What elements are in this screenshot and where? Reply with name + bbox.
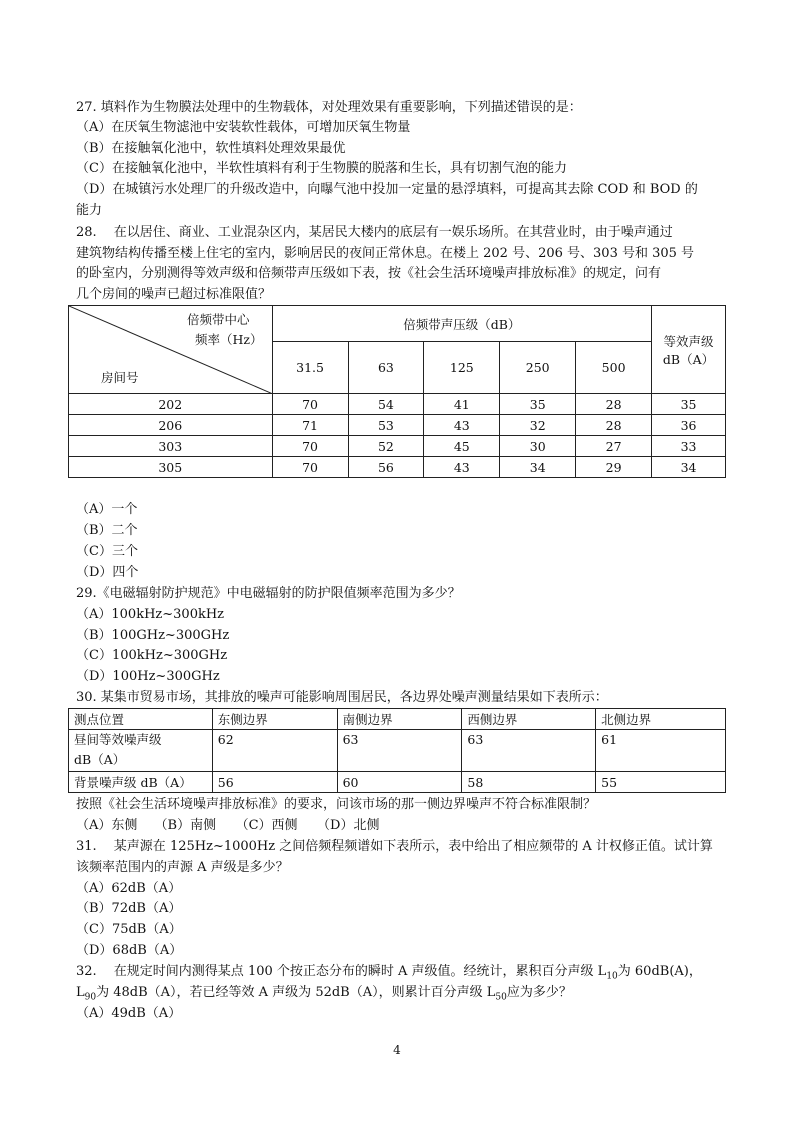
table-row xyxy=(69,394,726,415)
value-cell: 43 xyxy=(424,457,500,478)
q32-line2-l: L xyxy=(76,985,85,1000)
q28-stem-line-1: 28. 在以居住、商业、工业混杂区内，某居民大楼内的底层有一娱乐场所。在其营业时，由于噪声通过 xyxy=(76,225,673,240)
q28-stem-line-2: 建筑物结构传播至楼上住宅的室内，影响居民的夜间正常休息。在楼上 202 号、206 号、303 号和 305 号 xyxy=(76,246,695,261)
q27-stem: 27. 填料作为生物膜法处理中的生物载体，对处理效果有重要影响，下列描述错误的是： xyxy=(76,100,582,115)
room-cell: 206 xyxy=(69,415,273,436)
freq-header: 63 xyxy=(348,342,424,394)
q30-question: 按照《社会生活环境噪声排放标准》的要求，问该市场的那一侧边界噪声不符合标准限制？ xyxy=(76,797,597,812)
q31-stem-line-1: 31. 某声源在 125Hz~1000Hz 之间倍频程频谱如下表所示，表中给出了相应频带的 A 计权修正值。试计算 xyxy=(76,839,713,854)
q29-option-a: （A）100kHz~300kHz xyxy=(76,607,225,622)
value-cell: 53 xyxy=(348,415,424,436)
eq-level-header xyxy=(652,306,726,394)
table-corner-cell xyxy=(69,306,273,394)
eq-cell: 33 xyxy=(652,436,726,457)
q30-boundary-table xyxy=(68,708,726,793)
value-cell: 56 xyxy=(348,457,424,478)
corner-label-room: 房间号 xyxy=(101,370,139,385)
q29-option-c: （C）100kHz~300GHz xyxy=(76,648,228,663)
freq-header: 125 xyxy=(424,342,500,394)
room-cell: 303 xyxy=(69,436,273,457)
header-cell: 南侧边界 xyxy=(337,709,462,730)
eq-cell: 34 xyxy=(652,457,726,478)
q28-option-d: （D）四个 xyxy=(76,565,139,580)
header-cell: 西侧边界 xyxy=(462,709,596,730)
value-cell: 34 xyxy=(500,457,576,478)
q27-option-d: （D）在城镇污水处理厂的升级改造中，向曝气池中投加一定量的悬浮填料，可提高其去除 COD 和 BOD 的 xyxy=(76,182,698,197)
value-cell: 54 xyxy=(348,394,424,415)
q27-option-a: （A）在厌氧生物滤池中安装软性载体，可增加厌氧生物量 xyxy=(76,120,411,135)
q32-line1-text: 32. 在规定时间内测得某点 100 个按正态分布的瞬时 A 声级值。经统计，累积百分声级 L xyxy=(76,964,607,979)
l90-subscript: 90 xyxy=(84,992,97,1003)
eq-level-header-2: dB（A） xyxy=(662,351,715,367)
value-cell: 41 xyxy=(424,394,500,415)
eq-level-header-1: 等效声级 xyxy=(663,333,714,349)
value-cell: 70 xyxy=(272,457,348,478)
q30-options: （A）东侧 （B）南侧 （C）西侧 （D）北侧 xyxy=(76,818,380,833)
q31-option-d: （D）68dB（A） xyxy=(76,943,183,958)
q27-option-c: （C）在接触氧化池中，半软性填料有利于生物膜的脱落和生长，具有切割气泡的能力 xyxy=(76,161,567,176)
q29-option-b: （B）100GHz~300GHz xyxy=(76,628,230,643)
q28-noise-table xyxy=(68,305,726,478)
q29-stem: 29.《电磁辐射防护规范》中电磁辐射的防护限值频率范围为多少？ xyxy=(76,586,461,601)
value-cell: 63 xyxy=(337,730,462,772)
corner-label-frequency-unit: 频率（Hz） xyxy=(195,332,263,347)
row-label-line-1: 昼间等效噪声级 xyxy=(74,732,162,747)
corner-label-frequency: 倍频带中心 xyxy=(187,312,250,327)
value-cell: 61 xyxy=(596,730,726,772)
page-number: 4 xyxy=(393,1043,401,1057)
table-header-row xyxy=(69,709,726,730)
value-cell: 56 xyxy=(212,772,337,793)
value-cell: 58 xyxy=(462,772,596,793)
value-cell: 62 xyxy=(212,730,337,772)
value-cell: 28 xyxy=(576,394,652,415)
value-cell: 27 xyxy=(576,436,652,457)
q28-stem-line-4: 几个房间的噪声已超过标准限值？ xyxy=(76,287,272,302)
value-cell: 45 xyxy=(424,436,500,457)
q32-line2-tail: 应为多少？ xyxy=(506,985,572,1000)
freq-header: 31.5 xyxy=(272,342,348,394)
value-cell: 32 xyxy=(500,415,576,436)
eq-cell: 36 xyxy=(652,415,726,436)
q31-option-c: （C）75dB（A） xyxy=(76,922,182,937)
value-cell: 70 xyxy=(272,436,348,457)
table-row xyxy=(69,457,726,478)
q32-line2-text: 为 48dB（A），若已经等效 A 声级为 52dB（A），则累计百分声级 L xyxy=(96,985,496,1000)
value-cell: 71 xyxy=(272,415,348,436)
value-cell: 70 xyxy=(272,394,348,415)
value-cell: 29 xyxy=(576,457,652,478)
value-cell: 60 xyxy=(337,772,462,793)
q32-option-a: （A）49dB（A） xyxy=(76,1006,182,1021)
table-row xyxy=(69,415,726,436)
value-cell: 52 xyxy=(348,436,424,457)
q27-option-b: （B）在接触氧化池中，软性填料处理效果最优 xyxy=(76,141,346,156)
table-row xyxy=(69,772,726,793)
header-cell: 东侧边界 xyxy=(212,709,337,730)
room-cell: 202 xyxy=(69,394,273,415)
row-label-cell: 背景噪声级 dB（A） xyxy=(69,772,213,793)
freq-header: 250 xyxy=(500,342,576,394)
table-row xyxy=(69,730,726,772)
freq-header: 500 xyxy=(576,342,652,394)
value-cell: 35 xyxy=(500,394,576,415)
q28-option-b: （B）二个 xyxy=(76,523,138,538)
value-cell: 30 xyxy=(500,436,576,457)
l50-subscript: 50 xyxy=(495,992,507,1003)
value-cell: 55 xyxy=(596,772,726,793)
q31-option-b: （B）72dB（A） xyxy=(76,901,182,916)
value-cell: 63 xyxy=(462,730,596,772)
row-label-cell xyxy=(69,730,213,772)
q31-option-a: （A）62dB（A） xyxy=(76,881,182,896)
l10-subscript: 10 xyxy=(606,971,618,982)
q32-line1-tail: 为 60dB(A)， xyxy=(617,964,702,979)
eq-cell: 35 xyxy=(652,394,726,415)
row-label-line-2: dB（A） xyxy=(74,752,126,767)
q29-option-d: （D）100Hz~300GHz xyxy=(76,669,220,684)
q27-option-d-cont: 能力 xyxy=(76,203,103,218)
header-cell: 北侧边界 xyxy=(596,709,726,730)
q28-stem-line-3: 的卧室内，分别测得等效声级和倍频带声压级如下表，按《社会生活环境噪声排放标准》的规定，问有 xyxy=(76,266,662,281)
room-cell: 305 xyxy=(69,457,273,478)
q28-option-c: （C）三个 xyxy=(76,544,138,559)
table-row xyxy=(69,436,726,457)
value-cell: 28 xyxy=(576,415,652,436)
q31-stem-line-2: 该频率范围内的声源 A 声级是多少？ xyxy=(76,860,289,875)
header-cell: 测点位置 xyxy=(69,709,213,730)
band-header: 倍频带声压级（dB） xyxy=(272,306,651,342)
q30-stem: 30. 某集市贸易市场，其排放的噪声可能影响周围居民，各边界处噪声测量结果如下表所示： xyxy=(76,690,608,705)
q28-option-a: （A）一个 xyxy=(76,502,138,517)
value-cell: 43 xyxy=(424,415,500,436)
